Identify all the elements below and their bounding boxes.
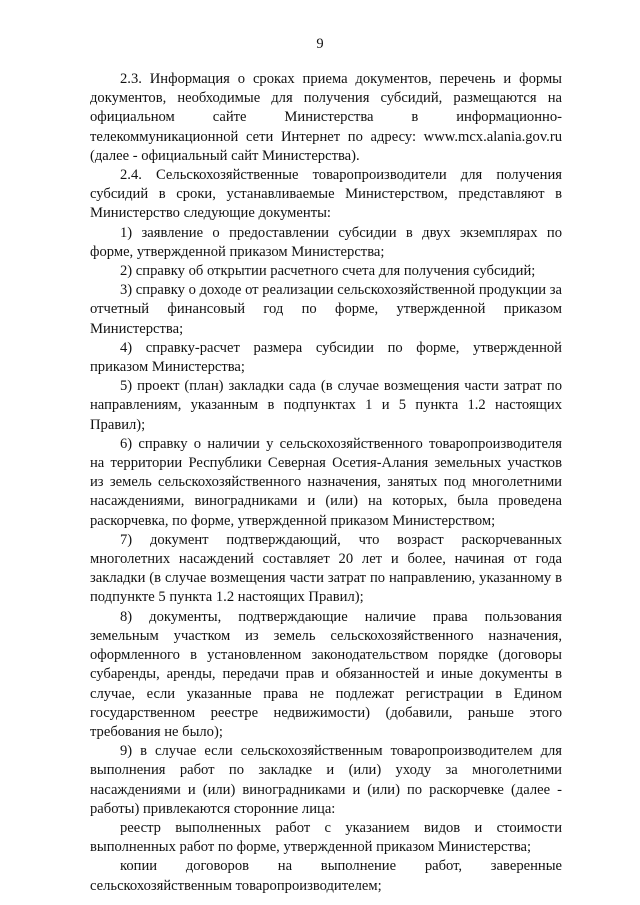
list-item-5: 5) проект (план) закладки сада (в случае возмещения части затрат по направлениям, указанным в подпунктах 1 и 5 пункта 1.2 настоящих Правил); — [90, 378, 562, 433]
sub-item-registry: реестр выполненных работ с указанием видов и стоимости выполненных работ по форме, утвержденной приказом Министерства; — [90, 819, 562, 856]
list-item-6: 6) справку о наличии у сельскохозяйственного товаропроизводителя на территории Республики Северная Осетия-Алания земельных участков из земель сельскохозяйственного назначения, занятых под многолетними насаждениями, виноградниками и (или) на которых, была проведена раскорчевка, по форме, утвержденной приказом Министерством; — [90, 435, 562, 529]
list-item-9: 9) в случае если сельскохозяйственным товаропроизводителем для выполнения работ по закладке и (или) уходу за многолетними насаждениями и (или) виноградниками и (или) по раскорчевке (далее - работы) привлекаются сторонние лица: — [90, 743, 562, 817]
list-item-3: 3) справку о доходе от реализации сельскохозяйственной продукции за отчетный финансовый год по форме, утвержденной приказом Министерства; — [90, 282, 562, 337]
paragraph-2-4: 2.4. Сельскохозяйственные товаропроизводители для получения субсидий в сроки, устанавливаемые Министерством, представляют в Министерство следующие документы: — [90, 167, 562, 222]
list-item-2: 2) справку об открытии расчетного счета для получения субсидий; — [120, 263, 536, 280]
list-item-4: 4) справку-расчет размера субсидии по форме, утвержденной приказом Министерства; — [90, 339, 562, 376]
page-number: 9 — [316, 36, 324, 52]
sub-item-contracts: копии договоров на выполнение работ, заверенные сельскохозяйственным товаропроизводителем; — [90, 858, 562, 894]
paragraph-2-3: 2.3. Информация о сроках приема документов, перечень и формы документов, необходимые для получения субсидий, размещаются на официальном сайте Министерства в информационно-телекоммуникационной сети Интернет по адресу: www.mcx.alania.gov.ru (далее - официальный сайт Министерства). — [90, 71, 562, 164]
list-item-7: 7) документ подтверждающий, что возраст раскорчеванных многолетних насаждений составляет 20 лет и более, начиная от года закладки (в случае возмещения части затрат по направлению, указанному в подпункте 5 пункта 1.2 настоящих Правил); — [90, 531, 562, 606]
list-item-8: 8) документы, подтверждающие наличие права пользования земельным участком из земель сельскохозяйственного назначения, оформленного в установленном законодательством порядке (договоры субаренды, аренды, передачи прав и обязанностей и иные документы в случае, если указанные права не подлежат регистрации в Едином государственном реестре недвижимости) (добавили, раньше этого требования не было); — [90, 608, 562, 740]
list-item-1: 1) заявление о предоставлении субсидии в двух экземплярах по форме, утвержденной приказом Министерства; — [90, 224, 562, 260]
document-body — [90, 70, 562, 896]
